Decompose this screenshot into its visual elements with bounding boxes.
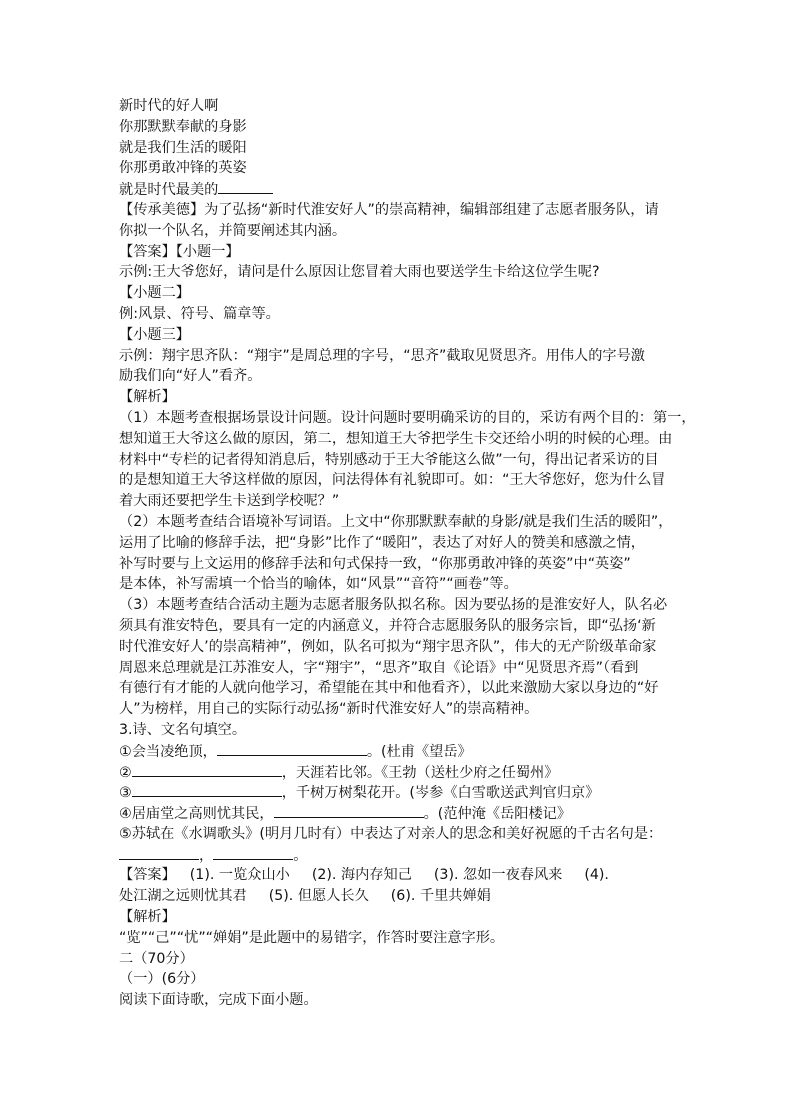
- fill-line-3: [119, 782, 679, 803]
- fill-text: ，: [199, 847, 214, 864]
- fill-blank: [213, 845, 293, 860]
- fill-text: 。(范仲淹《岳阳楼记》: [423, 806, 572, 823]
- subquestion-2-heading: 【小题二】: [119, 285, 190, 302]
- fill-text: ，天涯若比邻。《王勃（送杜少府之任蜀州》: [281, 764, 559, 781]
- fill-text: ④居庙堂之高则忧其民，: [119, 806, 274, 823]
- poem-line: 你那勇敢冲锋的英姿: [119, 160, 247, 177]
- analysis-line: 人”为榜样，用自己的实际行动弘扬“新时代淮安好人”的崇高精神。: [119, 701, 539, 718]
- fill-blank: [274, 803, 424, 818]
- analysis-line: 须具有淮安特色，要具有一定的内涵意义，并符合志愿服务队的服务宗旨，即“弘扬‘新: [119, 617, 656, 634]
- document-body: [119, 96, 696, 1011]
- answer-item: 处江湖之远则忧其君: [119, 888, 247, 905]
- analysis-line: （1）本题考查根据场景设计问题。设计问题时要明确采访的目的，采访有两个目的：第一，: [119, 409, 696, 426]
- answer-3-line: 励我们向“好人”看齐。: [119, 368, 262, 385]
- poem-line: 你那默默奉献的身影: [119, 118, 247, 135]
- question-line: 【传承美德】为了弘扬“新时代淮安好人”的崇高精神，编辑部组建了志愿者服务队，请: [119, 201, 659, 218]
- answer-3-line: 示例：翔宇思齐队：“翔宇”是周总理的字号，“思齐”截取见贤思齐。用伟人的字号激: [119, 347, 645, 364]
- analysis-line: 有德行有才能的人就向他学习，希望能在其中和他看齐），以此来激励大家以身边的“好: [119, 680, 659, 697]
- poem: [119, 96, 679, 200]
- poem-line-with-blank: [119, 179, 679, 200]
- fill-text: ①会当凌绝顶，: [119, 743, 217, 760]
- answer-item: (6). 千里共婵娟: [390, 888, 491, 905]
- analysis-line: 想知道王大爷这么做的原因，第二，想知道王大爷把学生卡交还给小明的时候的心理。由: [119, 430, 673, 447]
- analysis-line: 周恩来总理就是江苏淮安人，字“翔宇”，“思齐”取自《论语》中“见贤思齐焉”（看到: [119, 659, 639, 676]
- poem-line: 新时代的好人啊: [119, 98, 219, 114]
- fill-text: 。(杜甫《望岳》: [366, 743, 472, 760]
- analysis-line: 是本体，补写需填一个恰当的喻体，如“风景”“音符”“画卷”等。: [119, 576, 518, 593]
- inherit-question: [119, 200, 679, 242]
- fill-line-5: ⑤苏轼在《水调歌头》(明月几时有）中表达了对亲人的思念和美好祝愿的千古名句是：: [119, 825, 663, 842]
- fill-blank: [218, 179, 273, 194]
- analysis-line: （3）本题考查结合活动主题为志愿者服务队拟名称。因为要弘扬的是淮安好人，队名必: [119, 597, 668, 614]
- fill-text: ②: [119, 764, 132, 781]
- fill-line-1: [119, 741, 679, 762]
- fill-blank: [119, 845, 199, 860]
- fill-text: 。: [293, 847, 308, 864]
- subquestion-3-heading: 【小题三】: [119, 326, 190, 343]
- section-2-instruction: 阅读下面诗歌，完成下面小题。: [119, 992, 318, 1009]
- fill-text: ，千树万树梨花开。(岑参《白雪歌送武判官归京》: [281, 785, 600, 802]
- answer-item: (5). 但愿人长久: [268, 888, 369, 905]
- analysis-heading: 【解析】: [119, 909, 176, 926]
- answer-q3-line: [119, 886, 679, 907]
- fill-blank: [132, 782, 282, 797]
- analysis-line: 材料中“专栏的记者得知消息后，特别感动于王大爷能这么做”一句，得出记者采访的目: [119, 451, 659, 468]
- analysis-line: “览”“己”“忧”“婵娟”是此题中的易错字，作答时要注意字形。: [119, 929, 505, 946]
- poem-line-text: 就是时代最美的: [119, 182, 219, 199]
- answer-item: (1). 一览众山小: [189, 867, 290, 884]
- answer-label: 【答案】: [119, 867, 176, 884]
- analysis-line: 的是想知道王大爷这样做的原因，问法得体有礼貌即可。如：“王大爷您好，您为什么冒: [119, 472, 666, 489]
- analysis-line: 着大雨还要把学生卡送到学校呢？”: [119, 493, 340, 510]
- analysis-body: [119, 408, 696, 720]
- answer-q3-line: [119, 865, 679, 886]
- fill-blank: [217, 741, 367, 756]
- poem-line: 就是我们生活的暖阳: [119, 139, 247, 156]
- answer-item: (4).: [584, 867, 609, 884]
- answer-item: (3). 忽如一夜春风来: [433, 867, 563, 884]
- analysis-heading: 【解析】: [119, 389, 176, 406]
- fill-line-4: [119, 803, 679, 824]
- analysis-line: 时代淮安好人’的崇高精神”，例如，队名可拟为“翔宇思齐队”，伟大的无产阶级革命家: [119, 638, 657, 655]
- question-3-title: 3.诗、文名句填空。: [119, 721, 247, 738]
- analysis-line: 补写时要与上文运用的修辞手法和句式保持一致，“你那勇敢冲锋的英姿”中“英姿”: [119, 555, 631, 572]
- fill-blank: [132, 762, 282, 777]
- section-2-title: 二（70分）: [119, 950, 194, 967]
- section-2-subtitle: （一）(6分）: [119, 971, 205, 988]
- fill-line-6: [119, 845, 679, 866]
- analysis-line: （2）本题考查结合语境补写词语。上文中“你那默默奉献的身影/就是我们生活的暖阳”，: [119, 513, 673, 530]
- answer-heading: 【答案】【小题一】: [119, 243, 240, 260]
- analysis-line: 运用了比喻的修辞手法，把“身影”比作了“暖阳”，表达了对好人的赞美和感激之情，: [119, 534, 645, 551]
- question-line: 你拟一个队名，并简要阐述其内涵。: [119, 222, 347, 239]
- fill-line-2: [119, 762, 679, 783]
- answer-1: 示例:王大爷您好，请问是什么原因让您冒着大雨也要送学生卡给这位学生呢?: [119, 264, 600, 281]
- answer-2: 例:风景、符号、篇章等。: [119, 305, 280, 322]
- fill-text: ③: [119, 785, 132, 802]
- answer-item: (2). 海内存知己: [311, 867, 412, 884]
